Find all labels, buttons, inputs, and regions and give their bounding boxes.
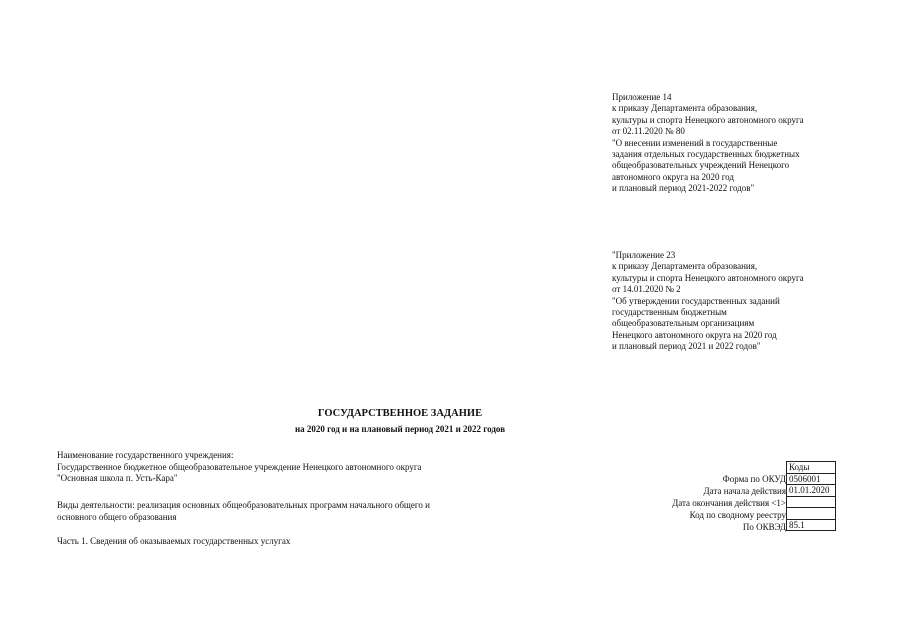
appendix-23-line: государственным бюджетным [612,307,727,318]
appendix-23-line: общеобразовательным организациям [612,318,755,329]
table-row [787,462,836,474]
code-value-okud: 0506001 [787,473,836,485]
table-row [787,519,836,531]
document-subtitle: на 2020 год и на плановый период 2021 и 2022 годов [294,424,506,434]
activity-types [57,500,430,523]
activity-line: Виды деятельности: реализация основных общеобразовательных программ начального общего и [57,500,430,510]
appendix-14-line: автономного округа на 2020 год [612,171,734,182]
appendix-23-header [612,250,804,353]
code-label-registry: Код по сводному реестру [689,510,786,520]
code-value-end-date [787,496,836,508]
appendix-23-line: от 14.01.2020 № 2 [612,284,681,295]
appendix-23-line: и плановый период 2021 и 2022 годов" [612,341,761,352]
appendix-14-line: культуры и спорта Ненецкого автономного округа [612,114,804,125]
appendix-14-line: от 02.11.2020 № 80 [612,126,685,137]
part-1-title: Часть 1. Сведения об оказываемых государственных услугах [57,536,291,546]
table-row [787,473,836,485]
code-value-registry [787,508,836,520]
institution-name-line: "Основная школа п. Усть-Кара" [57,473,178,483]
document-title: ГОСУДАРСТВЕННОЕ ЗАДАНИЕ [317,408,483,419]
appendix-14-line: "О внесении изменений в государственные [612,137,778,148]
appendix-23-line: "Приложение 23 [612,250,676,260]
table-row [787,508,836,520]
table-row [787,485,836,497]
table-row [787,496,836,508]
appendix-23-line: культуры и спорта Ненецкого автономного округа [612,272,804,283]
institution-info [57,450,422,485]
codes-header: Коды [787,462,836,474]
institution-label: Наименование государственного учреждения: [57,450,234,460]
appendix-23-line: "Об утверждении государственных заданий [612,295,780,306]
code-value-start-date: 01.01.2020 [787,485,836,497]
institution-name-line: Государственное бюджетное общеобразовательное учреждение Ненецкого автономного округа [57,461,422,472]
appendix-14-line: к приказу Департамента образования, [612,103,758,114]
appendix-23-line: Ненецкого автономного округа на 2020 год [612,329,777,340]
appendix-14-line: общеобразовательных учреждений Ненецкого [612,160,790,171]
activity-line: основного общего образования [57,511,177,522]
appendix-23-line: к приказу Департамента образования, [612,261,758,272]
appendix-14-header [612,92,804,195]
code-label-okud: Форма по ОКУД [722,474,786,484]
code-label-end-date: Дата окончания действия <1> [672,498,786,508]
codes-table [786,461,836,531]
code-label-start-date: Дата начала действия [703,486,786,496]
appendix-14-line: Приложение 14 [612,92,672,102]
code-label-okved: По ОКВЭД [742,522,786,532]
appendix-14-line: задания отдельных государственных бюджетных [612,149,800,160]
code-value-okved: 85.1 [787,519,836,531]
appendix-14-line: и плановый период 2021-2022 годов" [612,183,755,194]
